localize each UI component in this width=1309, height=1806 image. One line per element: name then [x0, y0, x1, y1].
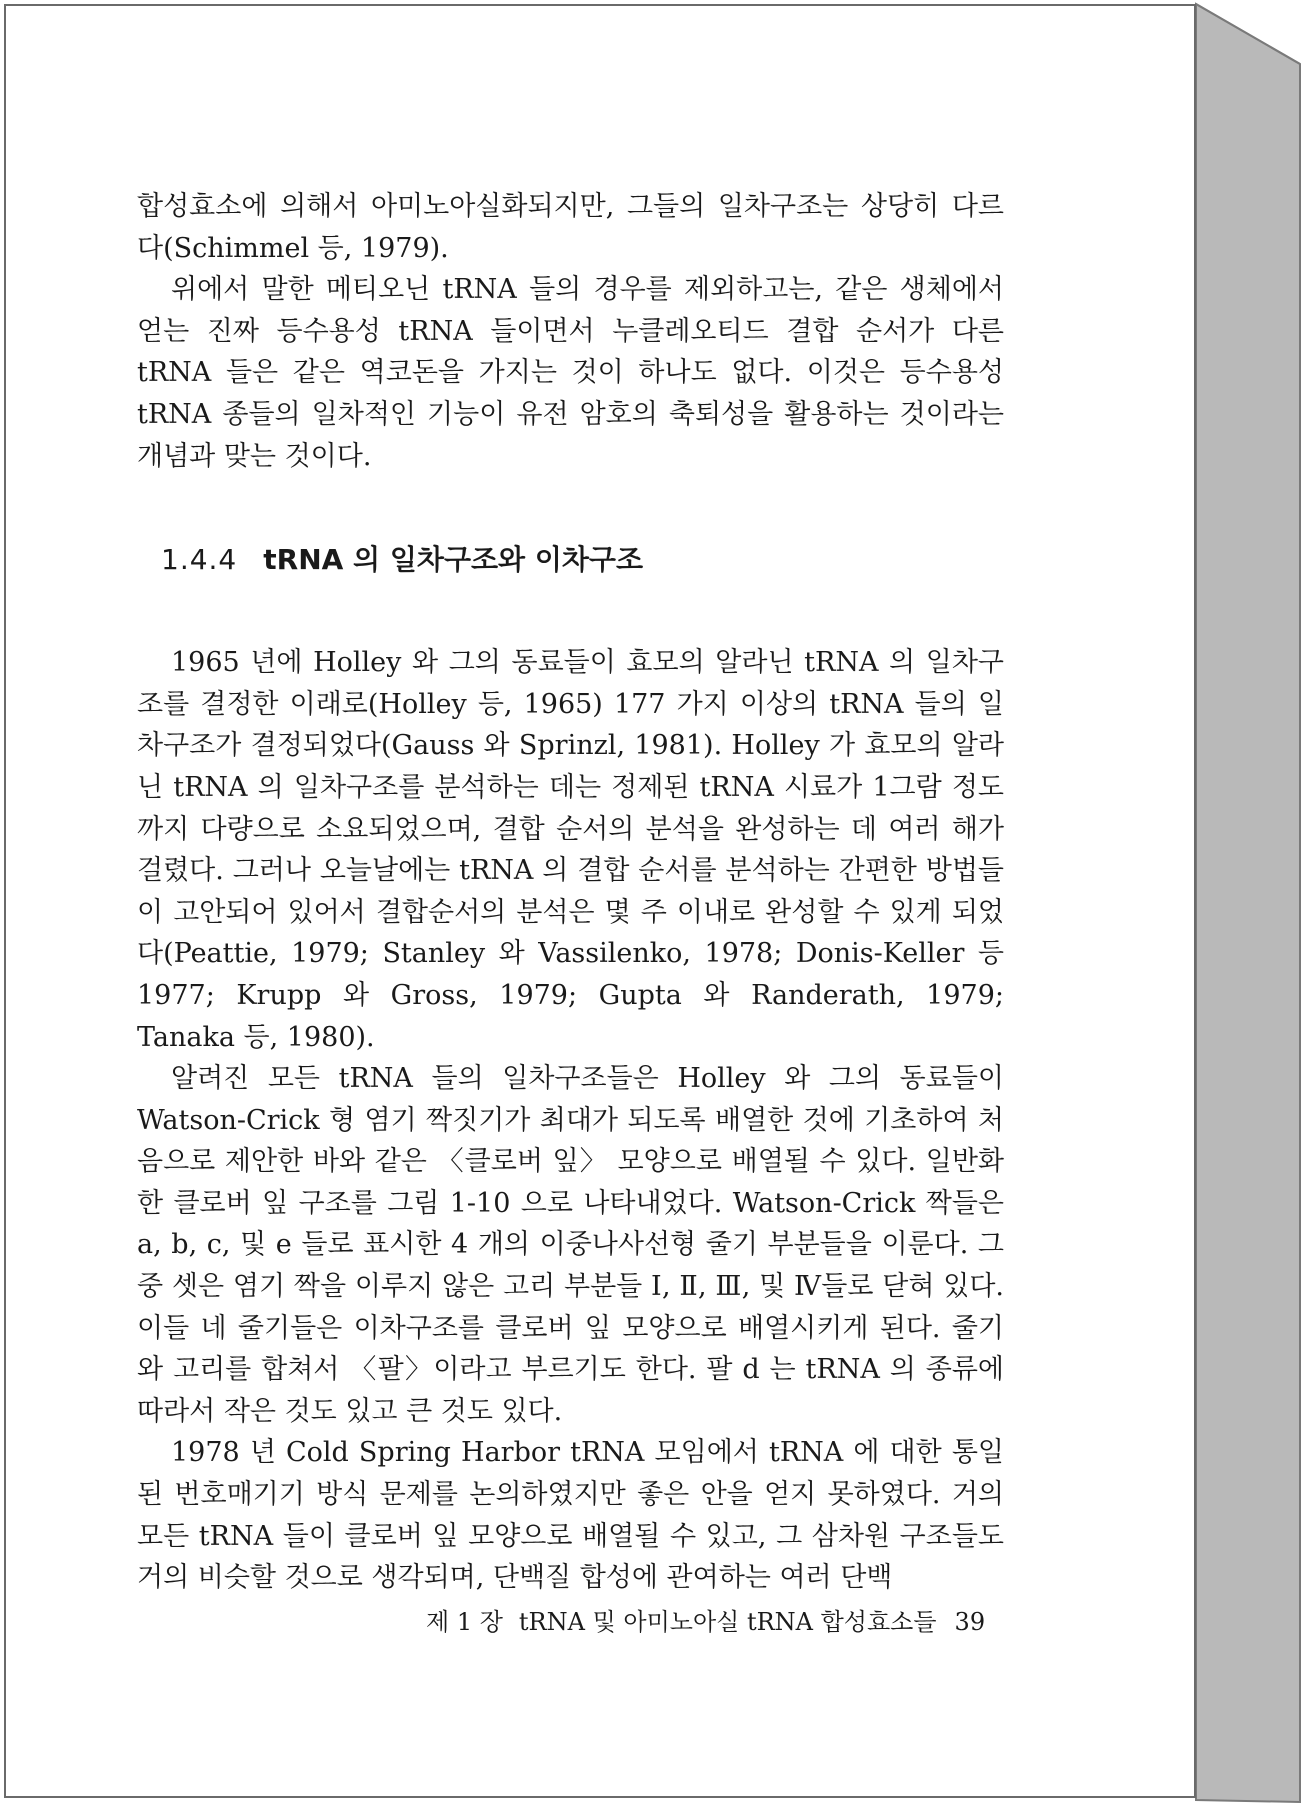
- paragraph-numbering: 1978 년 Cold Spring Harbor tRNA 모임에서 tRNA 에 대한 통일된 번호매기기 방식 문제를 논의하였지만 좋은 안을 얻지 못하였다. 거의 모든 tRNA 들이 클로버 잎 모양으로 배열될 수 있고, 그 삼차원 구조들도 거의 비슷할 것으로 생각되며, 단백질 합성에 관여하는 여러 단백: [137, 1437, 1004, 1594]
- section-number: 1.4.4: [161, 543, 238, 577]
- section-title: tRNA 의 일차구조와 이차구조: [263, 543, 644, 577]
- page-number: 39: [954, 1608, 986, 1636]
- page-footer: [426, 1604, 986, 1640]
- paragraph-isoacceptor: 위에서 말한 메티오닌 tRNA 들의 경우를 제외하고는, 같은 생체에서 얻는 진짜 등수용성 tRNA 들이면서 누클레오티드 결합 순서가 다른 tRNA 들은 같은 역코돈을 가지는 것이 하나도 없다. 이것은 등수용성 tRNA 종들의 일차적인 기능이 유전 암호의 축퇴성을 활용하는 것이라는 개념과 맞는 것이다.: [137, 274, 1004, 472]
- footer-chapter: 제 1 장: [426, 1608, 503, 1636]
- page-text-block: [137, 186, 1004, 1599]
- section-heading: [161, 540, 1004, 580]
- paragraph-holley-history: 1965 년에 Holley 와 그의 동료들이 효모의 알라닌 tRNA 의 일차구조를 결정한 이래로(Holley 등, 1965) 177 가지 이상의 tRNA 들의 일차구조가 결정되었다(Gauss 와 Sprinzl, 1981). Holley 가 효모의 알라닌 tRNA 의 일차구조를 분석하는 데는 정제된 tRNA 시료가 1그람 정도까지 다량으로 소요되었으며, 결합 순서의 분석을 완성하는 데 여러 해가 걸렸다. 그러나 오늘날에는 tRNA 의 결합 순서를 분석하는 간편한 방법들이 고안되어 있어서 결합순서의 분석은 몇 주 이내로 완성할 수 있게 되었다(Peattie, 1979; Stanley 와 Vassilenko, 1978; Donis-Keller 등 1977; Krupp 와 Gross, 1979; Gupta 와 Randerath, 1979; Tanaka 등, 1980).: [137, 647, 1004, 1053]
- footer-title: tRNA 및 아미노아실 tRNA 합성효소들: [518, 1608, 937, 1636]
- paragraph-continued: 합성효소에 의해서 아미노아실화되지만, 그들의 일차구조는 상당히 다르다(Schimmel 등, 1979).: [137, 191, 1004, 264]
- section-body: [137, 642, 1004, 1599]
- paragraph-cloverleaf: 알려진 모든 tRNA 들의 일차구조들은 Holley 와 그의 동료들이 Watson-Crick 형 염기 짝짓기가 최대가 되도록 배열한 것에 기초하여 처음으로 제안한 바와 같은 〈클로버 잎〉 모양으로 배열될 수 있다. 일반화한 클로버 잎 구조를 그림 1-10 으로 나타내었다. Watson-Crick 짝들은 a, b, c, 및 e 들로 표시한 4 개의 이중나사선형 줄기 부분들을 이룬다. 그 중 셋은 염기 짝을 이루지 않은 고리 부분들 Ⅰ, Ⅱ, Ⅲ, 및 Ⅳ들로 닫혀 있다. 이들 네 줄기들은 이차구조를 클로버 잎 모양으로 배열시키게 된다. 줄기와 고리를 합쳐서 〈팔〉이라고 부르기도 한다. 팔 d 는 tRNA 의 종류에 따라서 작은 것도 있고 큰 것도 있다.: [137, 1063, 1004, 1427]
